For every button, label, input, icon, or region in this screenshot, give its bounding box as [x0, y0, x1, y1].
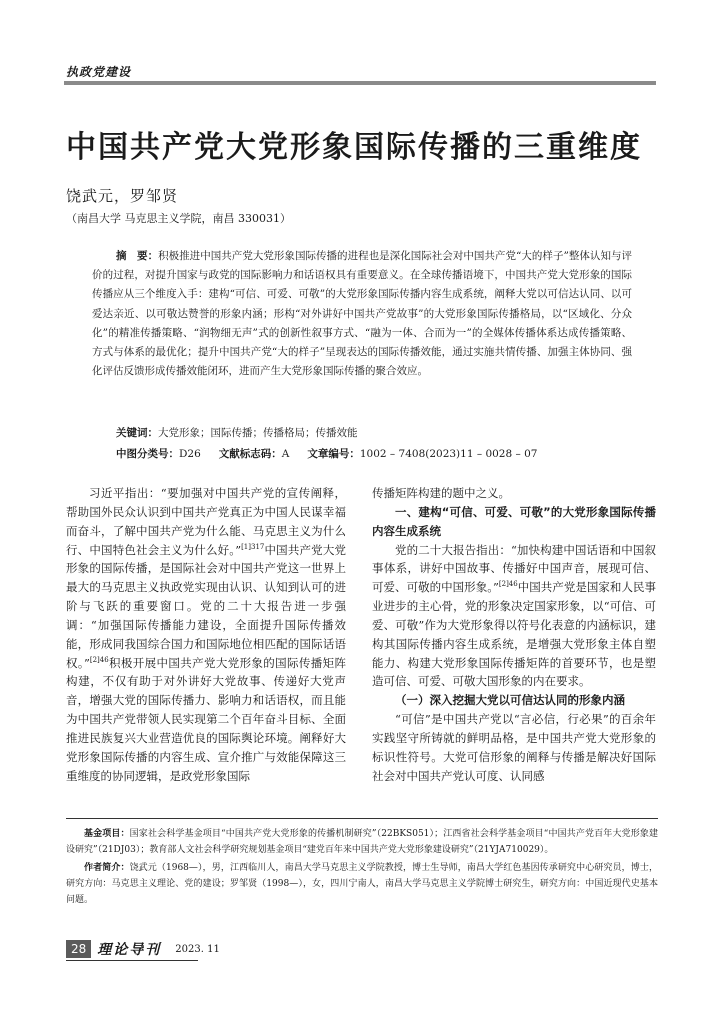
clc-value: D26 — [179, 448, 201, 460]
journal-issue: 2023. 11 — [175, 943, 220, 955]
classification-line — [116, 446, 537, 461]
body-paragraph: 传播矩阵构建的题中之义。 — [372, 486, 510, 500]
section-tag: 执政党建设 — [66, 65, 132, 79]
citation: [1]317 — [241, 542, 265, 551]
body-paragraph: “可信”是中国共产党以“言必信，行必果”的百余年实践坚守所铸就的鲜明品格，是中国共产党大党形象的标识性符号。大党可信形象的阐释与传播是解决好国际社会对中国共产党认可度、认同感 — [372, 712, 656, 783]
body-text: 习近平指出：“要加强对中国共产党的宣传阐释，帮助国外民众认识到中国共产党真正为中国人民谋幸福而奋斗，了解中国共产党为什么能、马克思主义为什么行、中国特色社会主义为什么好。” — [66, 486, 346, 557]
body-paragraph — [372, 541, 656, 692]
author-note — [66, 860, 658, 908]
article-title: 中国共产党大党形象国际传播的三重维度 — [66, 130, 642, 165]
author-text: 饶武元（1968—），男，江西临川人，南昌大学马克思主义学院教授，博士生导师，南昌大学红色基因传承研究中心研究员，博士，研究方向：马克思主义理论、党的建设；罗邹贤（1998—），女，四川宁南人，南昌大学马克思主义学院博士研究生，研究方向：中国近现代史基本问题。 — [66, 863, 658, 905]
subsection-heading: （一）深入挖掘大党以可信达认同的形象内涵 — [395, 693, 625, 708]
citation: [2]46 — [498, 580, 518, 589]
footnotes — [66, 826, 658, 910]
author-label: 作者简介： — [84, 863, 130, 873]
article-no-value: 1002 – 7408(2023)11 – 0028 – 07 — [359, 448, 538, 460]
fund-label: 基金项目： — [84, 829, 130, 839]
keywords-text: 大党形象；国际传播；传播格局；传播效能 — [158, 427, 358, 439]
body-column-left — [66, 484, 346, 786]
article-authors: 饶武元，罗邹贤 — [66, 187, 179, 205]
section-heading: 一、建构“可信、可爱、可敬”的大党形象国际传播内容生成系统 — [372, 504, 656, 538]
citation: [2]46 — [89, 655, 109, 664]
footnote-rule — [66, 818, 658, 819]
keywords-label: 关键词： — [116, 427, 158, 439]
body-text: 党的二十大报告指出：“加快构建中国话语和中国叙事体系，讲好中国故事、传播好中国声音，展现可信、可爱、可敬的中国形象。” — [372, 542, 656, 595]
body-text: 积极开展中国共产党大党形象的国际传播矩阵构建，不仅有助于对外讲好大党故事、传递好大党声音，增强大党的国际传播力、影响力和话语权，而且能为中国共产党带领人民实现第二个百年奋斗目标、全面推进民族复兴大业营造优良的国际舆论环境。阐释好大党形象国际传播的内容生成、宣介推广与效能保障这三重维度的协同逻辑，是政党形象国际 — [66, 655, 346, 783]
abstract-text: 积极推进中国共产党大党形象国际传播的进程也是深化国际社会对中国共产党“大的样子”整体认知与评价的过程，对提升国家与政党的国际影响力和话语权具有重要意义。在全球传播语境下，中国共产党大党形象的国际传播应从三个维度入手：建构“可信、可爱、可敬”的大党形象国际传播内容生成系统，阐释大党以可信达认同、以可爱达亲近、以可敬达赞誉的形象内涵；形构“对外讲好中国共产党故事”的大党形象国际传播格局，以“区域化、分众化”的精准传播策略、“润物细无声”式的创新性叙事方式、“融为一体、合而为一”的全媒体传播体系达成传播策略、方式与体系的最优化；提升中国共产党“大的样子”呈现表达的国际传播效能，通过实施共情传播、加强主体协同、强化评估反馈形成传播效能闭环，进而产生大党形象国际传播的聚合效应。 — [92, 250, 633, 378]
journal-name: 理论导刊 — [97, 942, 162, 958]
footer-rule — [66, 960, 198, 961]
abstract-label: 摘 要： — [116, 250, 159, 262]
body-text: 中国共产党是国家和人民事业进步的主心骨，党的形象决定国家形象，以“可信、可爱、可敬”作为大党形象得以符号化表意的内涵标识，建构其国际传播内容生成系统，是增强大党形象主体自塑能力、构建大党形象国际传播矩阵的首要环节，也是塑造可信、可爱、可敬大国形象的内在要求。 — [372, 580, 656, 689]
body-text: 中国共产党大党形象的国际传播，是国际社会对中国共产党这一世界上最大的马克思主义执政党实现由认识、认知到认可的进阶与飞跃的重要窗口。党的二十大报告进一步强调：“加强国际传播能力建设，全面提升国际传播效能，形成同我国综合国力和国际地位相匹配的国际话语权。” — [66, 542, 346, 670]
abstract — [92, 247, 632, 381]
page-footer — [66, 938, 220, 960]
doc-code-value: A — [281, 448, 290, 460]
article-affiliation: （南昌大学 马克思主义学院，南昌 330031） — [66, 212, 291, 225]
fund-text: 国家社会科学基金项目“中国共产党大党形象的传播机制研究”（22BKS051）；江西省社会科学基金项目“中国共产党百年大党形象建设研究”（21DJ03）；教育部人文社会科学研究规划基金项目“建党百年来中国共产党大党形象建设研究”（21YJA710029）。 — [66, 829, 658, 855]
doc-code-label: 文献标志码： — [218, 448, 282, 460]
body-paragraph — [66, 484, 346, 786]
keywords-line — [116, 425, 358, 440]
header-rule — [64, 81, 656, 85]
article-no-label: 文章编号： — [307, 448, 360, 460]
fund-note — [66, 826, 658, 858]
body-column-right — [372, 484, 656, 786]
clc-label: 中图分类号： — [116, 448, 179, 460]
page-number: 28 — [66, 940, 91, 958]
